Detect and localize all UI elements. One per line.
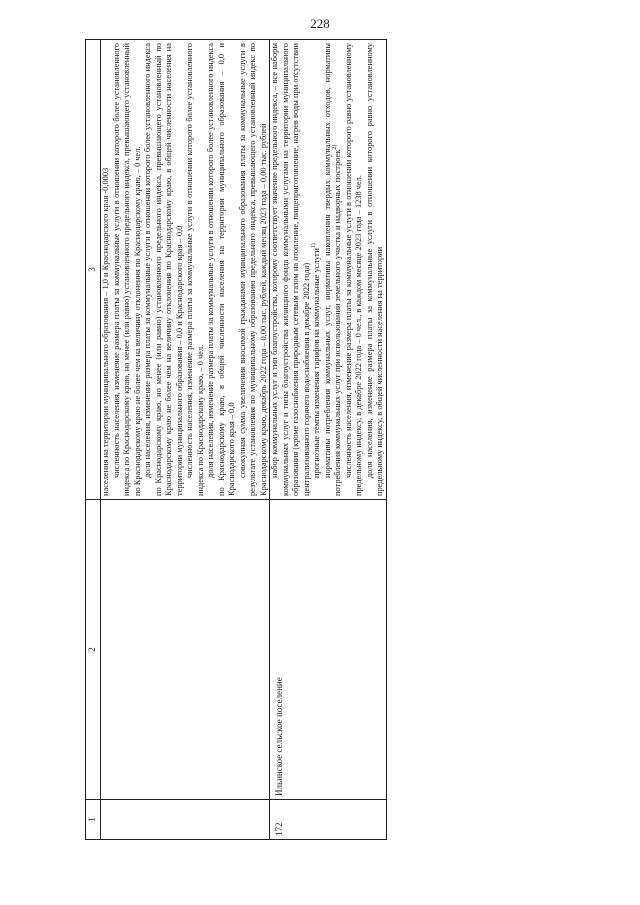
detail-text: прогнозные темпы изменения тарифов на коммунальные услуги xyxy=(312,248,321,478)
table-row xyxy=(101,40,270,840)
table-header-row xyxy=(86,40,101,840)
row-details xyxy=(101,40,270,500)
table-row xyxy=(270,40,387,840)
row-number: 172 xyxy=(270,800,387,840)
detail-paragraph: численность населения, изменение размера платы за коммунальные услуги в отношении которого равно установленному предельному индексу, в декабре 2022 года – 0 чел., в каждом месяце 2023 года – 1238 чел. xyxy=(343,43,363,496)
rotated-table-container xyxy=(85,40,635,840)
detail-paragraph xyxy=(323,43,344,496)
row-number xyxy=(101,800,270,840)
footnote-mark: 2) xyxy=(332,144,339,150)
indices-table xyxy=(85,39,387,840)
footnote-mark: 1) xyxy=(311,243,318,249)
row-details xyxy=(270,40,387,500)
municipality-name xyxy=(101,500,270,800)
header-col-1: 1 xyxy=(86,800,101,840)
detail-paragraph: доля населения, изменение размера платы за коммунальные услуги в отношении которого более установленного индекса по Краснодарскому краю, но менее (или равно) установленного предельного индекса, превышающего установленный по Краснодарскому краю не более чем на величину отклонения по Краснодарскому краю, в общей численности населения на территории муниципального образования – 0,0 и Краснодарского края – 0,0 xyxy=(143,43,184,496)
detail-paragraph: набор коммунальных услуг и тип благоустройства, которому соответствует значение предельного индекса, – все наборы коммунальных услуг и типы благоустройства жилищного фонда коммунальными услугами на территории муниципального образования (кроме газоснабжения природным сетевым газом на отопление, пищеприготовление, нагрев воды при отсутствии централизованного горячего водоснабжения в декабре 2022 года) xyxy=(270,43,311,496)
municipality-name: Ильинское сельское поселение xyxy=(270,500,387,800)
header-col-2: 2 xyxy=(86,500,101,800)
detail-paragraph: доля населения, изменение размера платы за коммунальные услуги в отношении которого равно установленному предельному индексу, в общей численности населения на территории xyxy=(364,43,384,496)
header-col-3: 3 xyxy=(86,40,101,500)
detail-text: нормативы потребления коммунальных услуг, нормативы накопления твердых коммунальных отходов, нормативы потребления коммунальных услуг при использовании земельного участка и надворных построек xyxy=(322,43,342,496)
detail-paragraph: доля населения, изменение размера платы за коммунальные услуги в отношении которого более установленного индекса по Краснодарскому краю, в общей численности населения на территории муниципального образования – 0,0 и Краснодарского края – 0,0 xyxy=(206,43,236,496)
detail-paragraph: численность населения, изменение размера платы за коммунальные услуги в отношении которого более установленного индекса по Краснодарскому краю, – 0 чел. xyxy=(185,43,205,496)
detail-paragraph: населения на территории муниципального образования – 1,0 и Краснодарского края -0,0003 xyxy=(101,167,110,496)
detail-paragraph: численность населения, изменение размера платы за коммунальные услуги в отношении которого более установленного индекса по Краснодарскому краю, но менее (или равно) установленного предельного индекса, превышающего установленный по Краснодарскому краю не более чем на величину отклонения по Краснодарскому краю, – 0 чел. xyxy=(111,43,142,496)
detail-paragraph: совокупная сумма увеличения вносимой гражданами муниципального образования платы за коммунальные услуги в результате установления по муниципальному образованию предельного индекса, превышающего установленный индекс по Краснодарскому краю, декабрь 2022 года – 0,00 тыс. рублей, каждый месяц 2023 года – 0,00 тыс. рублей xyxy=(237,43,268,496)
page-number: 228 xyxy=(310,16,330,31)
detail-paragraph xyxy=(312,43,323,496)
